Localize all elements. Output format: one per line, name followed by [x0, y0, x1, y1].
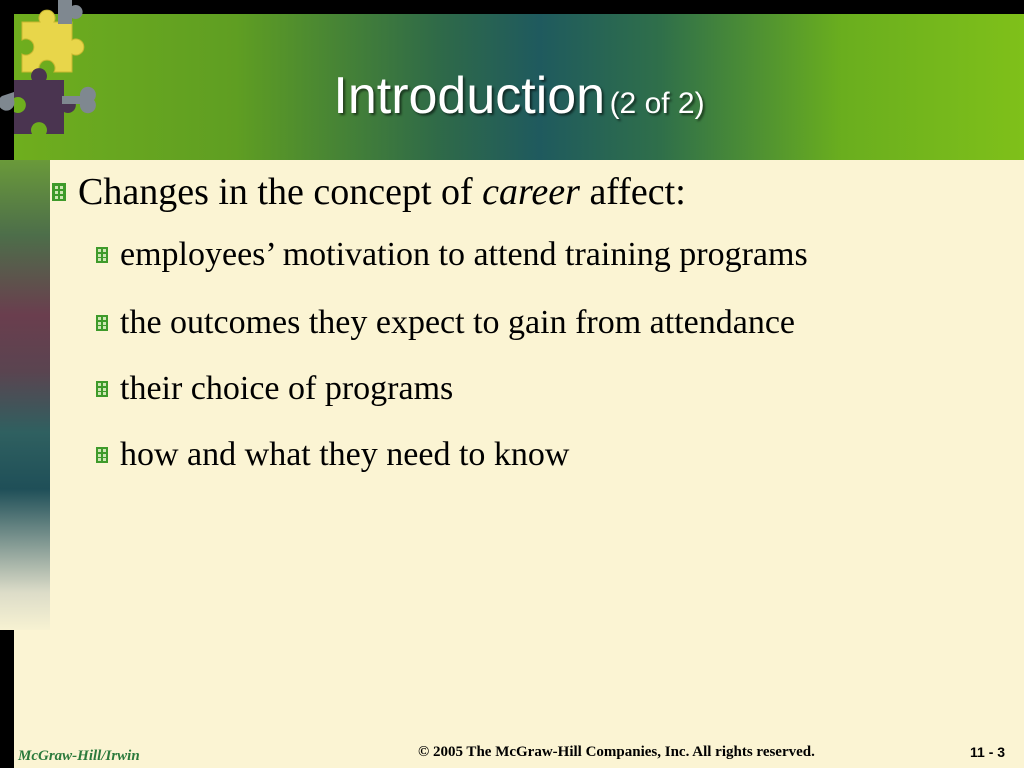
sub-bullet-text: their choice of programs	[120, 370, 454, 407]
main-bullet-text	[78, 170, 686, 214]
sub-bullet	[96, 304, 795, 342]
copyright-notice: © 2005 The McGraw-Hill Companies, Inc. All rights reserved.	[418, 744, 815, 760]
sub-bullet-text: employees’ motivation to attend training programs	[120, 236, 808, 273]
title-suffix: (2 of 2)	[609, 87, 705, 120]
green-square-bullet-icon	[96, 247, 108, 263]
sub-bullet	[96, 236, 808, 274]
left-decor-stripe	[0, 160, 50, 630]
header-band	[14, 14, 1024, 160]
publisher-label: McGraw-Hill/Irwin	[18, 748, 140, 764]
main-bullet-suffix: affect:	[579, 171, 686, 213]
green-square-bullet-icon	[96, 381, 108, 397]
main-bullet-emphasis: career	[482, 171, 580, 213]
green-square-bullet-icon	[96, 315, 108, 331]
sub-bullet	[96, 370, 453, 408]
sub-bullet-text: the outcomes they expect to gain from attendance	[120, 304, 796, 341]
sub-bullet	[96, 436, 569, 474]
sub-bullet-text: how and what they need to know	[120, 436, 570, 473]
title-main: Introduction	[333, 67, 606, 125]
puzzle-pieces-icon	[0, 0, 110, 140]
main-bullet-prefix: Changes in the concept of	[78, 171, 483, 213]
green-square-bullet-icon	[96, 447, 108, 463]
main-bullet	[52, 170, 686, 214]
green-square-bullet-icon	[52, 183, 66, 201]
slide-number: 11 - 3	[970, 744, 1006, 760]
slide-title	[14, 66, 1024, 126]
